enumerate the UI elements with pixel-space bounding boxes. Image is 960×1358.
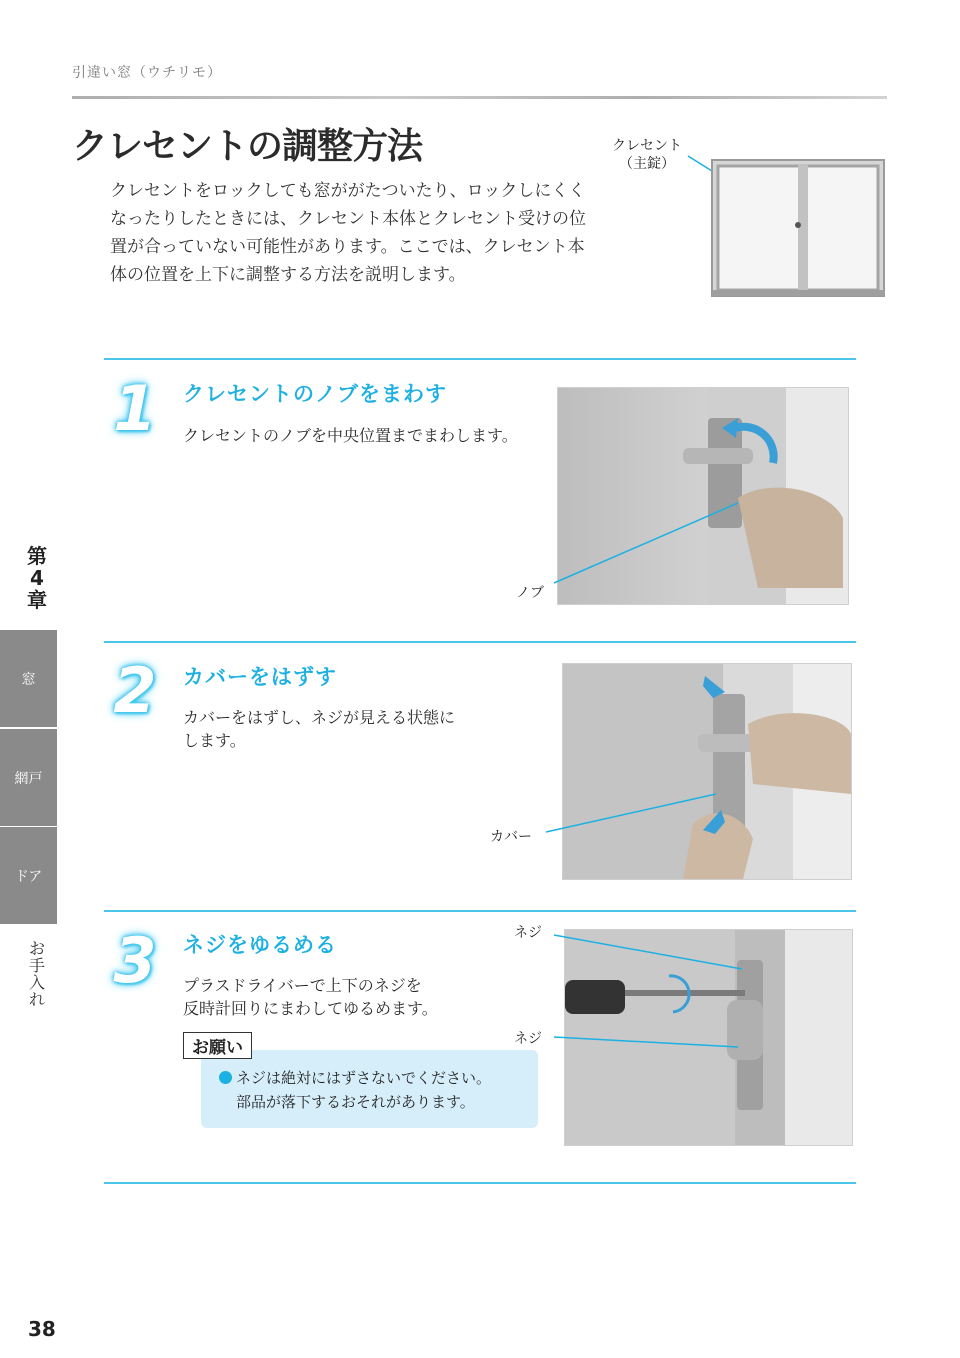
step3-divider <box>104 910 856 912</box>
bullet-dot <box>219 1071 232 1084</box>
header-divider <box>72 96 887 99</box>
chapter-label: 第 4 章 <box>27 544 47 612</box>
step3-callout-screw-upper: ネジ <box>514 925 542 941</box>
tab-window[interactable]: 窓 <box>0 630 57 727</box>
step1-title: クレセントのノブをまわす <box>183 382 447 406</box>
page-number: 38 <box>28 1317 56 1341</box>
intro-text: クレセントをロックしても窓ががたついたり、ロックしにくく なったりしたときには、クレセント本体とクレセント受けの位 置が合っていない可能性があります。ここでは、クレセント本 体の位置を上下に調整する方法を説明します。 <box>110 181 586 285</box>
bottom-divider <box>104 1182 856 1184</box>
step1-callout-knob: ノブ <box>516 585 544 601</box>
step1-body: クレセントのノブを中央位置までまわします。 <box>183 426 518 445</box>
step1-divider <box>104 358 856 360</box>
tab-door[interactable]: ドア <box>0 826 57 924</box>
note-text: ネジは絶対にはずさないでください。 部品が落下するおそれがあります。 <box>219 1066 539 1114</box>
step3-title: ネジをゆるめる <box>183 933 337 957</box>
step2-number: 2 <box>113 654 157 727</box>
page-title: クレセントの調整方法 <box>72 126 423 167</box>
step3-number: 3 <box>113 924 157 997</box>
tab-maintenance[interactable]: お 手 入 れ <box>28 939 45 1009</box>
crescent-figure-label: クレセント （主錠） <box>612 138 682 172</box>
note-heading: お願い <box>183 1032 252 1059</box>
section-category: 引違い窓（ウチリモ） <box>72 65 222 81</box>
step3-body: プラスドライバーで上下のネジを 反時計回りにまわしてゆるめます。 <box>183 976 438 1018</box>
sidebar-tabs <box>0 630 57 923</box>
step2-callout-cover: カバー <box>490 829 532 845</box>
step2-body: カバーをはずし、ネジが見える状態に します。 <box>183 708 456 750</box>
step3-callout-lines <box>548 925 748 1055</box>
step2-title: カバーをはずす <box>183 665 337 689</box>
tab-screen[interactable]: 網戸 <box>0 728 57 826</box>
step1-callout-line <box>548 495 748 595</box>
step2-callout-line <box>540 780 740 840</box>
sliding-window-illustration <box>680 150 890 300</box>
step2-photo <box>562 663 852 880</box>
step2-divider <box>104 641 856 643</box>
step1-number: 1 <box>113 372 157 445</box>
step3-callout-screw-lower: ネジ <box>514 1031 542 1047</box>
